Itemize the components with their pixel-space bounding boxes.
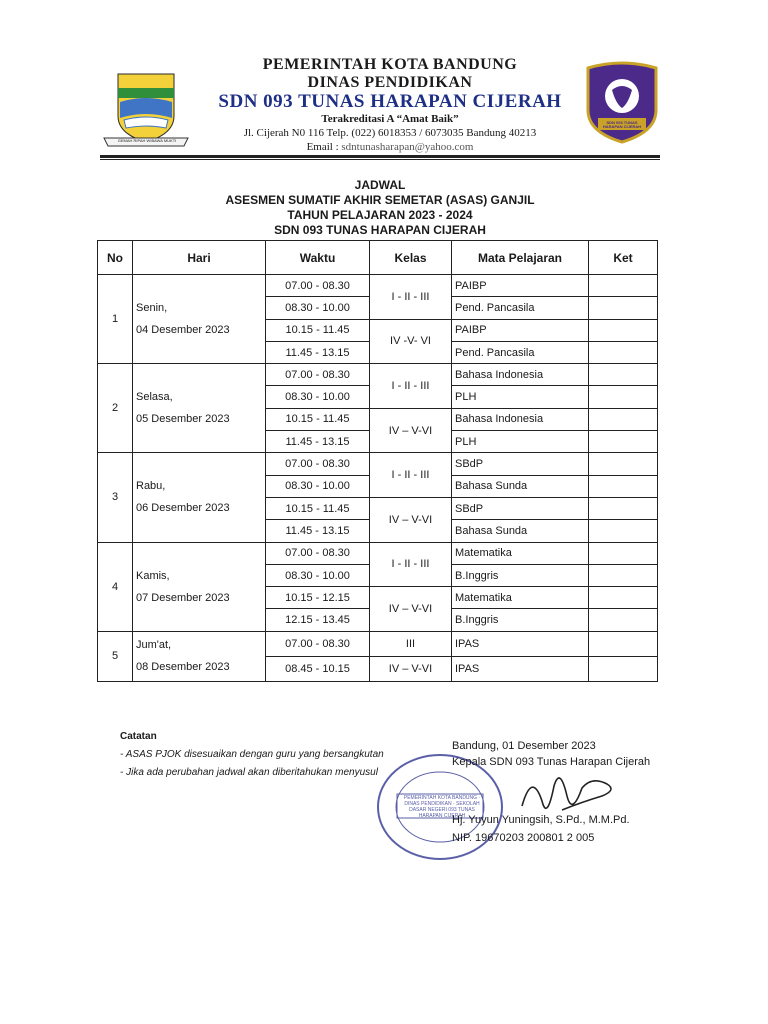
ket-cell (589, 520, 658, 542)
day-number: 5 (98, 631, 133, 681)
ket-cell (589, 631, 658, 656)
ket-cell (589, 341, 658, 363)
ket-cell (589, 609, 658, 631)
day-name: Kamis, (136, 569, 170, 582)
header-no: No (98, 241, 133, 275)
day-cell (133, 364, 266, 453)
day-name: Selasa, (136, 391, 173, 404)
class-cell: I - II - III (370, 275, 452, 320)
stamp-text: PEMERINTAH KOTA BANDUNG · DINAS PENDIDIKAN · SEKOLAH DASAR NEGERI 093 TUNAS HARAPAN CIJERAH (403, 795, 481, 819)
school-email-line (200, 141, 580, 153)
doc-title: JADWAL (354, 178, 406, 192)
note-item: - ASAS PJOK disesuaikan dengan guru yang bersangkutan (120, 749, 384, 760)
time-cell: 11.45 - 13.15 (266, 431, 370, 453)
day-cell (133, 542, 266, 631)
doc-subtitle: ASESMEN SUMATIF AKHIR SEMETAR (ASAS) GANJIL (225, 193, 535, 207)
day-name: Rabu, (136, 480, 166, 493)
subject-cell: Pend. Pancasila (452, 341, 589, 363)
letterhead-rule (100, 155, 660, 158)
header-kelas: Kelas (370, 241, 452, 275)
signature-block (452, 740, 702, 844)
subject-cell: PAIBP (452, 319, 589, 341)
day-cell (133, 275, 266, 364)
email-label: Email : (306, 141, 339, 153)
time-cell: 10.15 - 11.45 (266, 408, 370, 430)
time-cell: 10.15 - 11.45 (266, 497, 370, 519)
day-name: Jum'at, (136, 639, 172, 652)
time-cell: 07.00 - 08.30 (266, 542, 370, 564)
subject-cell: Bahasa Indonesia (452, 364, 589, 386)
class-cell: IV – V-VI (370, 587, 452, 632)
school-email[interactable]: sdntunasharapan@yahoo.com (341, 141, 474, 153)
ket-cell (589, 475, 658, 497)
subject-cell: B.Inggris (452, 609, 589, 631)
day-date: 06 Desember 2023 (136, 502, 230, 515)
letterhead-rule-thin (100, 159, 660, 160)
school-title: SDN 093 TUNAS HARAPAN CIJERAH (274, 223, 486, 237)
ket-cell (589, 453, 658, 475)
subject-cell: Bahasa Sunda (452, 475, 589, 497)
subject-cell: IPAS (452, 656, 589, 681)
time-cell: 08.30 - 10.00 (266, 475, 370, 497)
table-row (98, 275, 658, 297)
time-cell: 12.15 - 13.45 (266, 609, 370, 631)
subject-cell: Matematika (452, 542, 589, 564)
sign-place-date: Bandung, 01 Desember 2023 (452, 740, 596, 752)
subject-cell: B.Inggris (452, 564, 589, 586)
time-cell: 07.00 - 08.30 (266, 364, 370, 386)
time-cell: 07.00 - 08.30 (266, 275, 370, 297)
class-cell: III (370, 631, 452, 656)
time-cell: 10.15 - 11.45 (266, 319, 370, 341)
accreditation: Terakreditasi A “Amat Baik” (321, 113, 459, 125)
time-cell: 11.45 - 13.15 (266, 341, 370, 363)
subject-cell: Matematika (452, 587, 589, 609)
class-cell: I - II - III (370, 364, 452, 409)
header-waktu: Waktu (266, 241, 370, 275)
time-cell: 07.00 - 08.30 (266, 453, 370, 475)
header-mapel: Mata Pelajaran (452, 241, 589, 275)
ket-cell (589, 408, 658, 430)
class-cell: IV – V-VI (370, 408, 452, 453)
signer-nip: NIP. 19670203 200801 2 005 (452, 832, 595, 844)
header-hari: Hari (133, 241, 266, 275)
table-row (98, 542, 658, 564)
time-cell: 08.30 - 10.00 (266, 297, 370, 319)
header-ket: Ket (589, 241, 658, 275)
class-cell: IV – V-VI (370, 497, 452, 542)
day-date: 05 Desember 2023 (136, 413, 230, 426)
time-cell: 08.30 - 10.00 (266, 386, 370, 408)
subject-cell: PLH (452, 386, 589, 408)
subject-cell: PLH (452, 431, 589, 453)
table-row (98, 364, 658, 386)
day-date: 08 Desember 2023 (136, 661, 230, 674)
day-number: 4 (98, 542, 133, 631)
time-cell: 07.00 - 08.30 (266, 631, 370, 656)
class-cell: I - II - III (370, 453, 452, 498)
school-name: SDN 093 TUNAS HARAPAN CIJERAH (218, 91, 562, 112)
subject-cell: SBdP (452, 497, 589, 519)
signer-name: Hj. Yuyun Yuningsih, S.Pd., M.M.Pd. (452, 814, 630, 826)
subject-cell: Bahasa Indonesia (452, 408, 589, 430)
school-logo-text: SDN 093 TUNAS HARAPAN CIJERAH (602, 120, 642, 129)
school-year: TAHUN PELAJARAN 2023 - 2024 (287, 208, 473, 222)
ket-cell (589, 497, 658, 519)
day-number: 1 (98, 275, 133, 364)
day-cell (133, 631, 266, 681)
government-name: PEMERINTAH KOTA BANDUNG (262, 56, 518, 73)
ket-cell (589, 386, 658, 408)
ket-cell (589, 542, 658, 564)
subject-cell: IPAS (452, 631, 589, 656)
notes (120, 728, 384, 782)
ket-cell (589, 364, 658, 386)
class-cell: IV – V-VI (370, 656, 452, 681)
schedule-table (97, 240, 658, 682)
table-header-row (98, 241, 658, 275)
day-name: Senin, (136, 302, 168, 315)
sign-position: Kepala SDN 093 Tunas Harapan Cijerah (452, 756, 651, 768)
subject-cell: PAIBP (452, 275, 589, 297)
table-row (98, 631, 658, 656)
subject-cell: SBdP (452, 453, 589, 475)
time-cell: 10.15 - 12.15 (266, 587, 370, 609)
class-cell: IV -V- VI (370, 319, 452, 364)
ket-cell (589, 319, 658, 341)
day-cell (133, 453, 266, 542)
day-date: 07 Desember 2023 (136, 591, 230, 604)
handwritten-signature (512, 766, 622, 826)
subject-cell: Pend. Pancasila (452, 297, 589, 319)
ket-cell (589, 297, 658, 319)
ket-cell (589, 431, 658, 453)
time-cell: 11.45 - 13.15 (266, 520, 370, 542)
school-logo (582, 60, 662, 146)
ket-cell (589, 564, 658, 586)
notes-heading: Catatan (120, 731, 157, 742)
ket-cell (589, 587, 658, 609)
department-name: DINAS PENDIDIKAN (307, 74, 473, 91)
subject-cell: Bahasa Sunda (452, 520, 589, 542)
logo-ribbon-text: GEMAH RIPAH WIBAWA MUKTI (117, 138, 177, 143)
ket-cell (589, 656, 658, 681)
time-cell: 08.45 - 10.15 (266, 656, 370, 681)
time-cell: 08.30 - 10.00 (266, 564, 370, 586)
day-date: 04 Desember 2023 (136, 324, 230, 337)
table-row (98, 453, 658, 475)
ket-cell (589, 275, 658, 297)
day-number: 3 (98, 453, 133, 542)
day-number: 2 (98, 364, 133, 453)
note-item: - Jika ada perubahan jadwal akan diberitahukan menyusul (120, 767, 378, 778)
class-cell: I - II - III (370, 542, 452, 587)
school-address: Jl. Cijerah N0 116 Telp. (022) 6018353 / 6073035 Bandung 40213 (243, 127, 537, 139)
